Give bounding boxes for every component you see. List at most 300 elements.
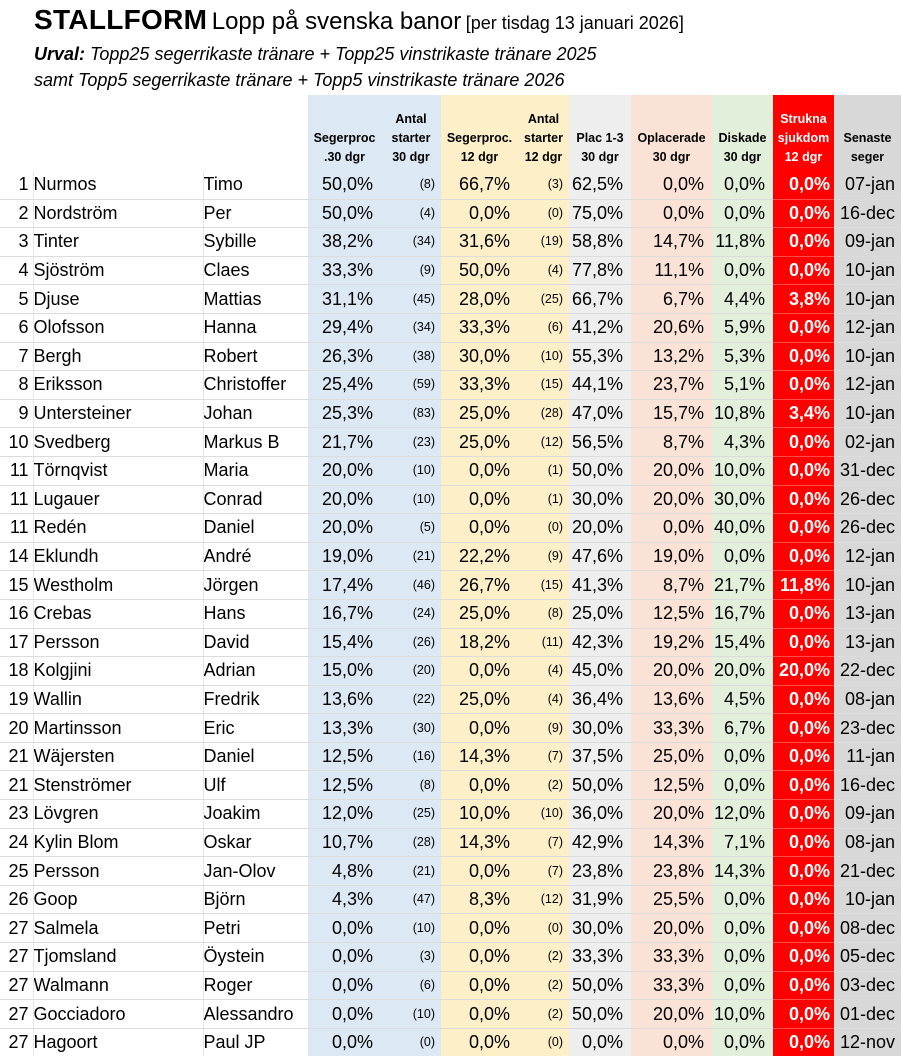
- cell-sp30: 25,3%: [308, 399, 381, 428]
- cell-sp12: 28,0%: [441, 285, 518, 314]
- cell-opl: 0,0%: [631, 199, 712, 228]
- cell-rank: 1: [0, 171, 33, 199]
- cell-first: Joakim: [203, 800, 308, 829]
- table-row: [0, 542, 901, 571]
- cell-plac: 37,5%: [569, 742, 631, 771]
- cell-sen: 10-jan: [834, 285, 901, 314]
- cell-a12: (1): [518, 485, 569, 514]
- cell-last: Stenströmer: [33, 771, 203, 800]
- cell-first: Hanna: [203, 313, 308, 342]
- cell-sp12: 14,3%: [441, 742, 518, 771]
- cell-sen: 11-jan: [834, 742, 901, 771]
- cell-sen: 21-dec: [834, 857, 901, 886]
- cell-opl: 14,3%: [631, 828, 712, 857]
- cell-plac: 75,0%: [569, 199, 631, 228]
- cell-disk: 4,4%: [712, 285, 773, 314]
- table-row: [0, 571, 901, 600]
- cell-first: Johan: [203, 399, 308, 428]
- cell-sen: 12-jan: [834, 313, 901, 342]
- cell-str: 0,0%: [773, 199, 834, 228]
- table-row: [0, 800, 901, 829]
- header-segerproc-12: Segerproc. 12 dgr: [441, 95, 518, 171]
- cell-opl: 13,6%: [631, 685, 712, 714]
- cell-sp30: 15,0%: [308, 657, 381, 686]
- cell-sp30: 17,4%: [308, 571, 381, 600]
- cell-opl: 19,2%: [631, 628, 712, 657]
- cell-sp30: 13,3%: [308, 714, 381, 743]
- cell-str: 0,0%: [773, 1000, 834, 1029]
- cell-a12: (2): [518, 771, 569, 800]
- cell-sen: 08-jan: [834, 685, 901, 714]
- cell-disk: 5,1%: [712, 371, 773, 400]
- cell-sen: 13-jan: [834, 599, 901, 628]
- cell-a12: (12): [518, 428, 569, 457]
- cell-plac: 20,0%: [569, 514, 631, 543]
- table-row: [0, 485, 901, 514]
- cell-a12: (12): [518, 885, 569, 914]
- header-plac: Plac 1-3 30 dgr: [569, 95, 631, 171]
- cell-last: Walmann: [33, 971, 203, 1000]
- cell-last: Wallin: [33, 685, 203, 714]
- cell-opl: 33,3%: [631, 943, 712, 972]
- cell-a30: (21): [381, 857, 441, 886]
- cell-disk: 21,7%: [712, 571, 773, 600]
- cell-sp12: 31,6%: [441, 228, 518, 257]
- cell-disk: 20,0%: [712, 657, 773, 686]
- cell-sp12: 0,0%: [441, 514, 518, 543]
- header-oplacerade: Oplacerade 30 dgr: [631, 95, 712, 171]
- cell-sp30: 12,5%: [308, 742, 381, 771]
- cell-str: 0,0%: [773, 714, 834, 743]
- cell-first: Conrad: [203, 485, 308, 514]
- cell-opl: 0,0%: [631, 1028, 712, 1056]
- cell-disk: 16,7%: [712, 599, 773, 628]
- cell-plac: 31,9%: [569, 885, 631, 914]
- cell-a12: (0): [518, 514, 569, 543]
- cell-sp12: 22,2%: [441, 542, 518, 571]
- cell-last: Sjöström: [33, 256, 203, 285]
- cell-str: 0,0%: [773, 313, 834, 342]
- cell-sp12: 0,0%: [441, 943, 518, 972]
- cell-plac: 44,1%: [569, 371, 631, 400]
- cell-disk: 11,8%: [712, 228, 773, 257]
- cell-a12: (2): [518, 1000, 569, 1029]
- cell-sen: 10-jan: [834, 885, 901, 914]
- table-row: [0, 1028, 901, 1056]
- cell-rank: 24: [0, 828, 33, 857]
- cell-rank: 7: [0, 342, 33, 371]
- cell-a30: (21): [381, 542, 441, 571]
- cell-sen: 07-jan: [834, 171, 901, 199]
- cell-first: Markus B: [203, 428, 308, 457]
- cell-sen: 26-dec: [834, 485, 901, 514]
- cell-last: Tinter: [33, 228, 203, 257]
- table-row: [0, 371, 901, 400]
- cell-a12: (8): [518, 599, 569, 628]
- title-date: [per tisdag 13 januari 2026]: [465, 13, 684, 33]
- cell-disk: 0,0%: [712, 885, 773, 914]
- cell-last: Nurmos: [33, 171, 203, 199]
- table-row: [0, 685, 901, 714]
- cell-str: 0,0%: [773, 1028, 834, 1056]
- cell-disk: 10,8%: [712, 399, 773, 428]
- cell-a12: (19): [518, 228, 569, 257]
- cell-first: Eric: [203, 714, 308, 743]
- cell-last: Törnqvist: [33, 456, 203, 485]
- cell-sen: 12-jan: [834, 542, 901, 571]
- cell-last: Crebas: [33, 599, 203, 628]
- cell-first: Adrian: [203, 657, 308, 686]
- cell-str: 0,0%: [773, 256, 834, 285]
- cell-opl: 20,0%: [631, 914, 712, 943]
- cell-a12: (6): [518, 313, 569, 342]
- cell-opl: 20,0%: [631, 1000, 712, 1029]
- cell-str: 20,0%: [773, 657, 834, 686]
- cell-plac: 47,6%: [569, 542, 631, 571]
- cell-plac: 36,4%: [569, 685, 631, 714]
- cell-sp12: 25,0%: [441, 399, 518, 428]
- cell-disk: 0,0%: [712, 771, 773, 800]
- cell-last: Olofsson: [33, 313, 203, 342]
- cell-str: 3,4%: [773, 399, 834, 428]
- cell-rank: 27: [0, 1000, 33, 1029]
- cell-str: 0,0%: [773, 828, 834, 857]
- cell-a30: (9): [381, 256, 441, 285]
- cell-rank: 15: [0, 571, 33, 600]
- cell-first: Jan-Olov: [203, 857, 308, 886]
- cell-last: Goop: [33, 885, 203, 914]
- cell-a12: (0): [518, 914, 569, 943]
- cell-last: Djuse: [33, 285, 203, 314]
- table-row: [0, 228, 901, 257]
- cell-rank: 23: [0, 800, 33, 829]
- cell-sen: 16-dec: [834, 199, 901, 228]
- cell-sp12: 33,3%: [441, 313, 518, 342]
- cell-a30: (4): [381, 199, 441, 228]
- cell-first: Paul JP: [203, 1028, 308, 1056]
- header-antal-12: Antal starter 12 dgr: [518, 95, 569, 171]
- cell-disk: 5,3%: [712, 342, 773, 371]
- cell-sp12: 0,0%: [441, 857, 518, 886]
- cell-first: Sybille: [203, 228, 308, 257]
- cell-sen: 12-jan: [834, 371, 901, 400]
- cell-a12: (4): [518, 256, 569, 285]
- table-row: [0, 714, 901, 743]
- cell-first: Ulf: [203, 771, 308, 800]
- cell-sp30: 20,0%: [308, 514, 381, 543]
- cell-sp12: 0,0%: [441, 657, 518, 686]
- cell-sp30: 29,4%: [308, 313, 381, 342]
- cell-disk: 0,0%: [712, 171, 773, 199]
- cell-plac: 36,0%: [569, 800, 631, 829]
- cell-a12: (4): [518, 657, 569, 686]
- cell-disk: 5,9%: [712, 313, 773, 342]
- cell-str: 0,0%: [773, 599, 834, 628]
- cell-str: 11,8%: [773, 571, 834, 600]
- cell-str: 0,0%: [773, 456, 834, 485]
- cell-sp12: 14,3%: [441, 828, 518, 857]
- cell-rank: 5: [0, 285, 33, 314]
- cell-first: Alessandro: [203, 1000, 308, 1029]
- selection-line-1: [34, 44, 597, 65]
- table-row: [0, 628, 901, 657]
- cell-sp12: 25,0%: [441, 428, 518, 457]
- header-row: [0, 95, 901, 171]
- header-strukna: Strukna sjukdom 12 dgr: [773, 95, 834, 171]
- cell-opl: 33,3%: [631, 714, 712, 743]
- table-row: [0, 199, 901, 228]
- cell-a30: (8): [381, 771, 441, 800]
- cell-last: Westholm: [33, 571, 203, 600]
- cell-opl: 0,0%: [631, 171, 712, 199]
- cell-rank: 10: [0, 428, 33, 457]
- cell-str: 0,0%: [773, 943, 834, 972]
- table-row: [0, 971, 901, 1000]
- cell-str: 0,0%: [773, 885, 834, 914]
- cell-sen: 23-dec: [834, 714, 901, 743]
- cell-rank: 16: [0, 599, 33, 628]
- cell-a30: (10): [381, 914, 441, 943]
- table-row: [0, 313, 901, 342]
- table-row: [0, 342, 901, 371]
- cell-rank: 11: [0, 456, 33, 485]
- cell-disk: 0,0%: [712, 742, 773, 771]
- cell-str: 0,0%: [773, 342, 834, 371]
- cell-opl: 14,7%: [631, 228, 712, 257]
- cell-opl: 19,0%: [631, 542, 712, 571]
- cell-first: Mattias: [203, 285, 308, 314]
- cell-plac: 58,8%: [569, 228, 631, 257]
- cell-rank: 17: [0, 628, 33, 657]
- cell-opl: 15,7%: [631, 399, 712, 428]
- cell-plac: 30,0%: [569, 485, 631, 514]
- table-row: [0, 1000, 901, 1029]
- cell-sen: 31-dec: [834, 456, 901, 485]
- cell-plac: 47,0%: [569, 399, 631, 428]
- cell-sp30: 0,0%: [308, 1028, 381, 1056]
- cell-plac: 55,3%: [569, 342, 631, 371]
- cell-last: Gocciadoro: [33, 1000, 203, 1029]
- cell-first: David: [203, 628, 308, 657]
- cell-opl: 25,0%: [631, 742, 712, 771]
- cell-a30: (0): [381, 1028, 441, 1056]
- cell-sp30: 21,7%: [308, 428, 381, 457]
- cell-str: 0,0%: [773, 228, 834, 257]
- cell-sp30: 0,0%: [308, 914, 381, 943]
- cell-str: 0,0%: [773, 542, 834, 571]
- cell-sp12: 25,0%: [441, 685, 518, 714]
- cell-first: Jörgen: [203, 571, 308, 600]
- cell-sen: 02-jan: [834, 428, 901, 457]
- cell-opl: 20,0%: [631, 485, 712, 514]
- cell-disk: 0,0%: [712, 914, 773, 943]
- cell-sp12: 0,0%: [441, 456, 518, 485]
- cell-sp30: 20,0%: [308, 485, 381, 514]
- cell-sen: 10-jan: [834, 256, 901, 285]
- cell-sp30: 4,3%: [308, 885, 381, 914]
- cell-sp30: 31,1%: [308, 285, 381, 314]
- cell-sp30: 13,6%: [308, 685, 381, 714]
- cell-a30: (26): [381, 628, 441, 657]
- cell-last: Redén: [33, 514, 203, 543]
- cell-disk: 0,0%: [712, 256, 773, 285]
- cell-opl: 13,2%: [631, 342, 712, 371]
- cell-a12: (10): [518, 800, 569, 829]
- cell-a30: (59): [381, 371, 441, 400]
- cell-opl: 12,5%: [631, 599, 712, 628]
- cell-last: Persson: [33, 857, 203, 886]
- cell-sp30: 0,0%: [308, 971, 381, 1000]
- header-senaste: Senaste seger: [834, 95, 901, 171]
- table-row: [0, 428, 901, 457]
- cell-disk: 7,1%: [712, 828, 773, 857]
- cell-sp30: 50,0%: [308, 199, 381, 228]
- cell-rank: 25: [0, 857, 33, 886]
- cell-last: Eklundh: [33, 542, 203, 571]
- cell-a30: (30): [381, 714, 441, 743]
- cell-opl: 12,5%: [631, 771, 712, 800]
- cell-opl: 20,6%: [631, 313, 712, 342]
- cell-sp30: 12,5%: [308, 771, 381, 800]
- cell-plac: 30,0%: [569, 914, 631, 943]
- cell-disk: 30,0%: [712, 485, 773, 514]
- cell-rank: 19: [0, 685, 33, 714]
- cell-opl: 6,7%: [631, 285, 712, 314]
- cell-a12: (11): [518, 628, 569, 657]
- cell-str: 0,0%: [773, 514, 834, 543]
- cell-str: 0,0%: [773, 800, 834, 829]
- cell-plac: 45,0%: [569, 657, 631, 686]
- cell-disk: 0,0%: [712, 542, 773, 571]
- cell-sp12: 30,0%: [441, 342, 518, 371]
- cell-rank: 26: [0, 885, 33, 914]
- cell-rank: 20: [0, 714, 33, 743]
- cell-sp30: 33,3%: [308, 256, 381, 285]
- cell-a12: (28): [518, 399, 569, 428]
- cell-a30: (10): [381, 1000, 441, 1029]
- cell-disk: 4,5%: [712, 685, 773, 714]
- cell-a30: (20): [381, 657, 441, 686]
- cell-plac: 23,8%: [569, 857, 631, 886]
- cell-str: 0,0%: [773, 371, 834, 400]
- cell-a12: (10): [518, 342, 569, 371]
- cell-last: Lugauer: [33, 485, 203, 514]
- cell-disk: 15,4%: [712, 628, 773, 657]
- selection-label: Urval:: [34, 44, 86, 64]
- cell-sen: 10-jan: [834, 571, 901, 600]
- cell-disk: 14,3%: [712, 857, 773, 886]
- cell-plac: 33,3%: [569, 943, 631, 972]
- cell-first: Maria: [203, 456, 308, 485]
- table-row: [0, 171, 901, 199]
- cell-last: Wäjersten: [33, 742, 203, 771]
- cell-a30: (22): [381, 685, 441, 714]
- cell-sp30: 26,3%: [308, 342, 381, 371]
- cell-first: Petri: [203, 914, 308, 943]
- cell-last: Kylin Blom: [33, 828, 203, 857]
- cell-last: Salmela: [33, 914, 203, 943]
- table-row: [0, 256, 901, 285]
- cell-sp30: 20,0%: [308, 456, 381, 485]
- cell-first: Oskar: [203, 828, 308, 857]
- cell-sp30: 4,8%: [308, 857, 381, 886]
- cell-a30: (6): [381, 971, 441, 1000]
- cell-last: Nordström: [33, 199, 203, 228]
- table-row: [0, 514, 901, 543]
- cell-last: Eriksson: [33, 371, 203, 400]
- cell-sp12: 25,0%: [441, 599, 518, 628]
- cell-a30: (10): [381, 485, 441, 514]
- cell-a30: (34): [381, 228, 441, 257]
- cell-disk: 0,0%: [712, 1028, 773, 1056]
- cell-sp12: 0,0%: [441, 771, 518, 800]
- title-subtitle: Lopp på svenska banor: [211, 8, 462, 35]
- cell-last: Martinsson: [33, 714, 203, 743]
- cell-rank: 6: [0, 313, 33, 342]
- cell-sp12: 18,2%: [441, 628, 518, 657]
- cell-first: Roger: [203, 971, 308, 1000]
- cell-opl: 11,1%: [631, 256, 712, 285]
- cell-opl: 33,3%: [631, 971, 712, 1000]
- cell-disk: 0,0%: [712, 971, 773, 1000]
- cell-plac: 66,7%: [569, 285, 631, 314]
- cell-first: Björn: [203, 885, 308, 914]
- cell-plac: 42,9%: [569, 828, 631, 857]
- cell-sen: 08-jan: [834, 828, 901, 857]
- cell-a30: (46): [381, 571, 441, 600]
- cell-first: Öystein: [203, 943, 308, 972]
- cell-opl: 20,0%: [631, 657, 712, 686]
- cell-sen: 09-jan: [834, 800, 901, 829]
- header-rank: [0, 95, 33, 171]
- cell-sp12: 33,3%: [441, 371, 518, 400]
- cell-sp12: 0,0%: [441, 1028, 518, 1056]
- header-segerproc-30: Segerproc .30 dgr: [308, 95, 381, 171]
- cell-plac: 0,0%: [569, 1028, 631, 1056]
- cell-a12: (15): [518, 571, 569, 600]
- trainer-stats-table: [0, 95, 901, 1056]
- cell-rank: 2: [0, 199, 33, 228]
- cell-opl: 23,7%: [631, 371, 712, 400]
- cell-a30: (3): [381, 943, 441, 972]
- cell-sp12: 0,0%: [441, 1000, 518, 1029]
- cell-first: Fredrik: [203, 685, 308, 714]
- cell-rank: 11: [0, 514, 33, 543]
- cell-sp12: 0,0%: [441, 199, 518, 228]
- cell-sen: 16-dec: [834, 771, 901, 800]
- cell-a12: (2): [518, 971, 569, 1000]
- cell-sp12: 0,0%: [441, 971, 518, 1000]
- cell-opl: 8,7%: [631, 428, 712, 457]
- cell-a12: (0): [518, 199, 569, 228]
- cell-sp12: 8,3%: [441, 885, 518, 914]
- cell-sen: 08-dec: [834, 914, 901, 943]
- cell-rank: 18: [0, 657, 33, 686]
- cell-plac: 41,2%: [569, 313, 631, 342]
- cell-sp12: 66,7%: [441, 171, 518, 199]
- cell-a30: (28): [381, 828, 441, 857]
- cell-sen: 09-jan: [834, 228, 901, 257]
- cell-a30: (38): [381, 342, 441, 371]
- header-diskade: Diskade 30 dgr: [712, 95, 773, 171]
- cell-a30: (83): [381, 399, 441, 428]
- cell-sen: 26-dec: [834, 514, 901, 543]
- header-lastname: [33, 95, 203, 171]
- cell-last: Tjomsland: [33, 943, 203, 972]
- cell-a12: (3): [518, 171, 569, 199]
- cell-sp30: 50,0%: [308, 171, 381, 199]
- cell-plac: 30,0%: [569, 714, 631, 743]
